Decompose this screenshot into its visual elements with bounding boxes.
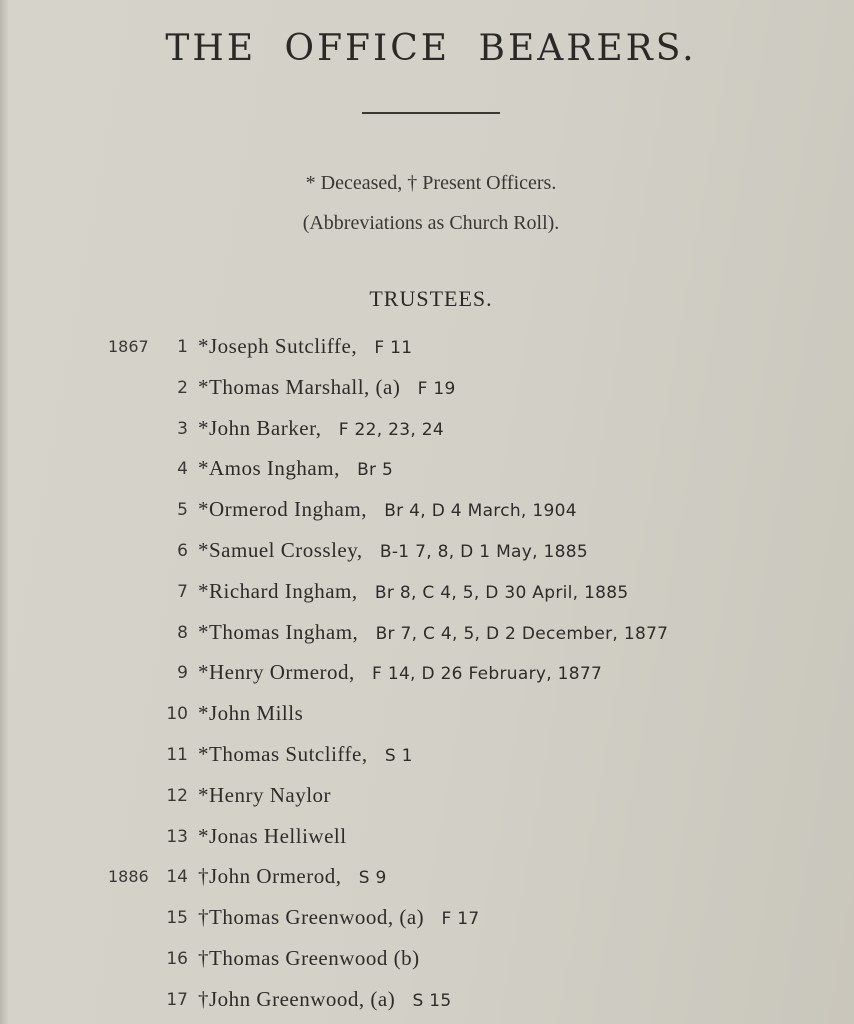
trustee-refs: S 1 [384,745,413,766]
trustee-number: 3 [177,418,188,439]
trustee-entry [198,375,456,400]
trustee-row [0,330,854,371]
trustee-row [0,942,854,983]
trustee-row [0,779,854,820]
legend: * Deceased, † Present Officers. [305,172,557,194]
legend-note: (Abbreviations as Church Roll). [302,212,560,234]
trustee-entry [198,660,602,685]
trustee-entry [198,334,412,359]
trustee-number: 16 [166,948,188,969]
trustee-row [0,656,854,697]
section-heading-trustees: TRUSTEES. [369,286,493,311]
trustee-name: *John Barker, [198,415,322,440]
trustee-row [0,820,854,861]
trustee-name: †John Greenwood, (a) [198,986,396,1011]
trustee-entry [198,497,577,522]
trustee-entry [198,416,444,441]
trustee-number: 9 [177,663,188,684]
trustee-refs: F 11 [374,338,413,358]
trustee-number: 12 [166,785,188,806]
trustee-row [0,412,854,453]
trustee-row [0,371,854,412]
trustee-refs: Br 4, D 4 March, 1904 [384,501,577,522]
trustee-row [0,860,854,901]
trustee-number: 14 [166,867,188,888]
trustee-number: 8 [177,622,188,643]
trustee-entry [198,701,321,726]
trustee-name: *Samuel Crossley, [198,537,363,562]
trustee-entry [198,987,451,1012]
trustee-year: 1886 [108,867,149,887]
trustee-name: *Ormerod Ingham, [198,497,367,522]
trustee-name: *Henry Naylor [198,782,332,807]
trustee-refs: F 19 [417,378,456,399]
trustee-number: 11 [166,744,188,765]
trustee-entry [198,864,387,889]
trustee-refs: Br 7, C 4, 5, D 2 December, 1877 [375,623,669,644]
trustee-number: 2 [177,377,188,398]
trustee-number: 17 [166,989,188,1010]
trustee-number: 4 [177,459,188,480]
trustee-year: 1867 [108,337,149,356]
trustee-entry [198,946,437,971]
title-rule [362,112,500,114]
page-title: THE OFFICE BEARERS. [165,28,697,69]
trustee-refs: F 17 [441,909,480,930]
trustee-name: *Joseph Sutcliffe, [198,334,358,358]
trustee-number: 15 [166,908,188,929]
trustee-row [0,534,854,575]
trustee-name: *Thomas Ingham, [198,619,359,644]
trustee-refs: F 22, 23, 24 [338,419,445,440]
trustee-row [0,738,854,779]
trustee-refs: B-1 7, 8, D 1 May, 1885 [379,541,588,562]
trustee-entry [198,905,479,930]
trustee-entry [198,620,668,645]
trustee-row [0,575,854,616]
trustee-row [0,697,854,738]
trustee-name: †John Ormerod, [198,864,342,889]
trustee-name: *Thomas Sutcliffe, [198,741,368,766]
trustee-number: 7 [177,581,188,602]
trustee-entry [198,783,348,808]
trustee-name: *Henry Ormerod, [198,660,355,685]
trustee-row [0,901,854,942]
trustee-entry [198,456,393,481]
trustee-number: 5 [177,500,188,521]
trustee-name: †Thomas Greenwood (b) [198,945,420,970]
trustee-name: *John Mills [198,701,304,726]
trustee-name: †Thomas Greenwood, (a) [198,905,425,930]
trustee-row [0,616,854,657]
trustee-name: *Richard Ingham, [198,578,358,603]
trustee-name: *Amos Ingham, [198,456,340,481]
trustee-number: 6 [177,540,188,561]
trustee-number: 13 [166,826,188,847]
trustee-name: *Thomas Marshall, (a) [198,374,401,399]
trustee-row [0,983,854,1024]
trustee-row [0,493,854,534]
trustee-refs: S 15 [412,990,452,1011]
trustee-refs: S 9 [358,868,387,889]
trustee-number: 1 [177,337,188,357]
trustee-name: *Jonas Helliwell [198,823,347,848]
trustee-entry [198,742,413,767]
trustee-refs: Br 8, C 4, 5, D 30 April, 1885 [374,582,629,603]
trustee-list [0,330,854,1024]
trustee-entry [198,579,629,604]
trustee-entry [198,538,588,563]
trustee-refs: F 14, D 26 February, 1877 [372,664,603,685]
trustee-entry [198,824,364,849]
trustee-number: 10 [166,704,188,725]
trustee-refs: Br 5 [357,460,394,481]
trustee-row [0,452,854,493]
